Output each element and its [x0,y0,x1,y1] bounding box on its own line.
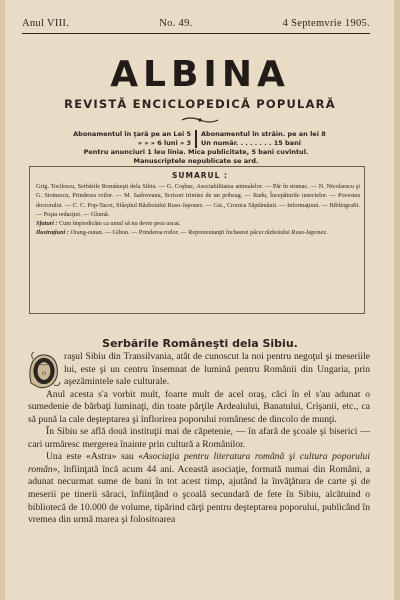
article-p4-rest: », înfiinţată încă acum 44 ani. Această asociaţie, formată numai din Români, a adunat necurmat sume de bani în tot acest timp, ajutând la învăţătura de carte şi de meserii pe tinerii săraci, înfiinţând o şcoală secundară de fete în Sibiu, alcătuind o bibliotecă de 10.000 de volume, tipărind cărţi pentru deşteptarea poporului, publicând în vremea din urmă marea şi folositoarea [28,463,370,526]
summary-illustrations-text: Orang-outan. — Gibon. — Prinderea roilor. — Reprezentanţii încheerei păcei războiului Ruso-Japonez. [70,229,328,237]
article-p4-start: Una este «Astra» sau « [46,451,144,463]
subscription-domestic-half: » » » 6 luni » 3 [137,139,191,147]
summary-articles: Grig. Tocilescu, Serbările Româneşti dela Sibiu. — G. Coşbuc, Asociabilitatea animalelor. — Păr în stomac. — N. Nicolaescu şi G. Stoinescu, Prinderea roilor. — M. Sadoveanu, Scrisori trimise de un pribeag. — Radu, Începăturile insectelor. — Povestea doctorului. — C. C. Pop-Tacoi, Sfârşitul Războiului Ruso-Japonez. — Gst., Cronica Săptămânii. — Informaţiuni. — Bibliografii. — Poşta redacţiei. — Glumă. [36,183,360,218]
header-rule [22,33,370,34]
issue-volume: Anul VIII. [22,18,70,29]
subscription-single-issue: Un număr. . . . . . . . 15 bani [201,139,301,147]
summary-advice-text: Cum împiedicăm ca untul să nu devie prea uscat. [59,220,181,228]
article-paragraph-4 [28,451,370,526]
summary-contents [36,182,360,238]
masthead-title: ALBINA [110,54,290,95]
article-paragraph-1: raşul Sibiu din Transilvania, atât de cunoscut la noi pentru negoţul şi meseriile lui, este şi un centru însemnat de lumină pentru Românii din Ungaria, prin aşezămintele sale culturale. [64,351,370,388]
article-title: Serbările Româneşti dela Sibiu. [102,337,298,350]
issue-number: No. 49. [159,18,193,29]
dropcap-spacer [28,351,64,386]
summary-illustrations [36,228,360,237]
advertising-rates: Pentru anunciuri 1 leu linia. Mica publicitate, 5 bani cuvîntul. [83,148,309,156]
article-paragraph-3: În Sibiu se află două instituţii mai de căpetenie, — în afară de şcoale şi biserici — cari urmăresc mergerea înainte prin cultură a Românilor. [28,426,370,450]
ornament-icon [0,116,400,126]
issue-bar [22,18,370,32]
summary-heading: SUMARUL : [171,171,228,180]
subscription-info [24,130,368,166]
article-paragraph-2: Anul acesta s'a vorbit mult, foarte mult de acel oraş, căci în el s'au adunat o sumedenie de bărbaţi luminaţi, din toate părţile Ardealului, Banatului, Crişanii, etc., ca să pună la cale deşteptarea şi înflorirea poporului românesc de dincolo de munţi. [28,388,370,425]
manuscript-note: Manuscriptele nepublicate se ard. [133,157,259,165]
article-body [28,351,370,527]
subscription-foreign-year: Abonamentul în străin. pe an lei 8 [201,130,326,138]
summary-advice [36,219,360,228]
article-p4-association-name: Asociaţia pentru literatura română şi cultura poporului român [28,451,370,475]
summary-advice-label: Sfaturi : [36,220,58,228]
subscription-domestic-year: Abonamentul în ţară pe an Lei 5 [73,130,191,138]
issue-date: 4 Septemvrie 1905. [282,18,370,29]
dropcap-letter: O [41,371,47,377]
masthead-subtitle: REVISTĂ ENCICLOPEDICĂ POPULARĂ [64,97,336,111]
summary-illustrations-label: Ilustraţiuni : [36,229,69,237]
